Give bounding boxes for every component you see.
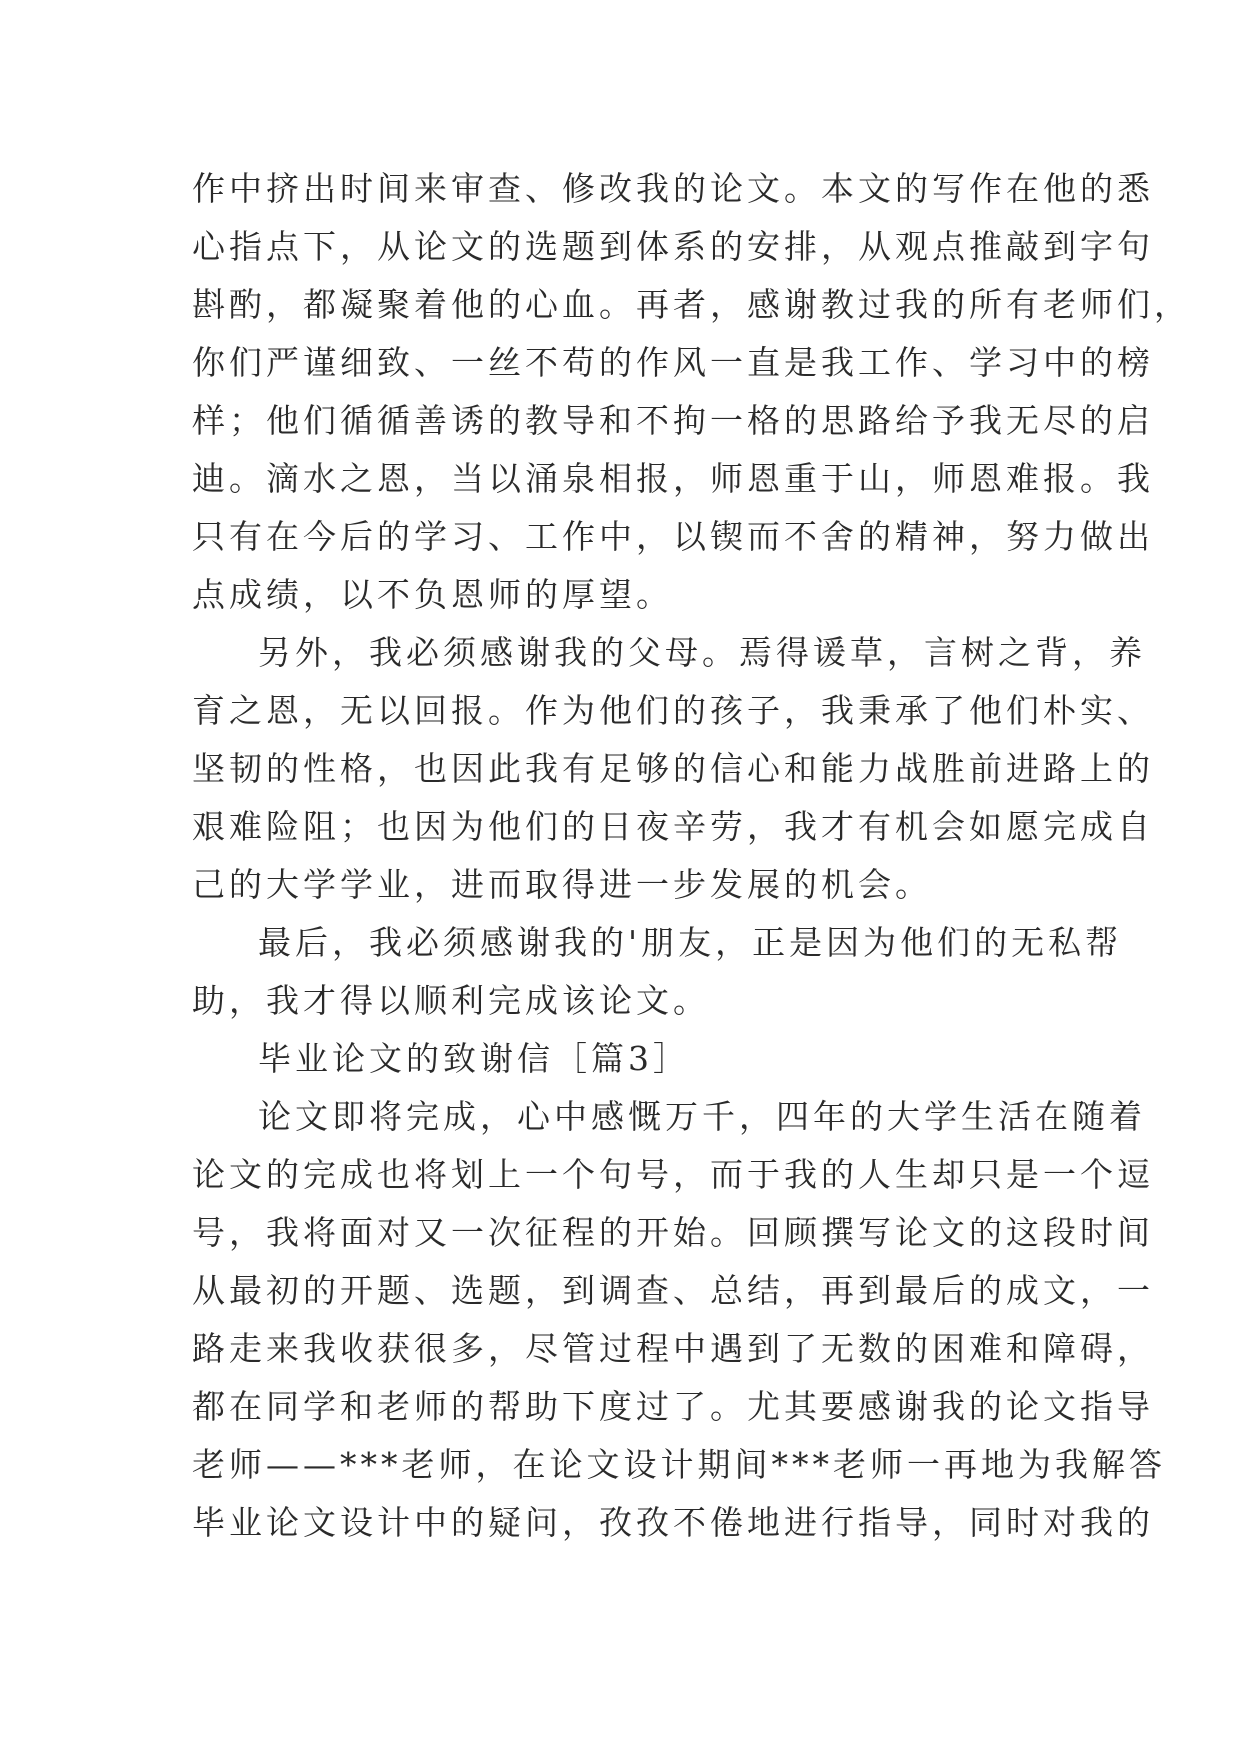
text-line: 作中挤出时间来审查、修改我的论文。本文的写作在他的悉 [192, 169, 1154, 208]
text-line: 斟酌，都凝聚着他的心血。再者，感谢教过我的所有老师们， [192, 285, 1191, 324]
text-line: 论文的完成也将划上一个句号，而于我的人生却只是一个逗 [192, 1155, 1154, 1194]
text-line: 论文即将完成，心中感慨万千，四年的大学生活在随着 [258, 1097, 1146, 1136]
text-line: 只有在今后的学习、工作中，以锲而不舍的精神，努力做出 [192, 517, 1154, 556]
text-line: 样；他们循循善诱的教导和不拘一格的思路给予我无尽的启 [192, 401, 1154, 440]
text-line: 点成绩，以不负恩师的厚望。 [192, 575, 673, 614]
text-line: 助，我才得以顺利完成该论文。 [192, 981, 710, 1020]
text-line: 号，我将面对又一次征程的开始。回顾撰写论文的这段时间 [192, 1213, 1154, 1252]
text-line: 最后，我必须感谢我的'朋友，正是因为他们的无私帮 [258, 923, 1123, 962]
text-line: 从最初的开题、选题，到调查、总结，再到最后的成文，一 [192, 1271, 1154, 1310]
text-line: 迪。滴水之恩，当以涌泉相报，师恩重于山，师恩难报。我 [192, 459, 1154, 498]
document-body [192, 160, 1191, 1552]
text-line: 另外，我必须感谢我的父母。焉得谖草，言树之背，养 [258, 633, 1146, 672]
text-line: 艰难险阻；也因为他们的日夜辛劳，我才有机会如愿完成自 [192, 807, 1154, 846]
text-line: 心指点下，从论文的选题到体系的安排，从观点推敲到字句 [192, 227, 1154, 266]
text-line: 毕业论文的致谢信［篇3］ [258, 1039, 690, 1078]
text-line: 坚韧的性格，也因此我有足够的信心和能力战胜前进路上的 [192, 749, 1154, 788]
text-line: 毕业论文设计中的疑问，孜孜不倦地进行指导，同时对我的 [192, 1503, 1154, 1542]
text-line: 路走来我收获很多，尽管过程中遇到了无数的困难和障碍， [192, 1329, 1154, 1368]
text-line: 你们严谨细致、一丝不苟的作风一直是我工作、学习中的榜 [192, 343, 1154, 382]
text-line: 老师——***老师，在论文设计期间***老师一再地为我解答 [192, 1445, 1166, 1484]
text-line: 都在同学和老师的帮助下度过了。尤其要感谢我的论文指导 [192, 1387, 1154, 1426]
text-line: 己的大学学业，进而取得进一步发展的机会。 [192, 865, 932, 904]
text-line: 育之恩，无以回报。作为他们的孩子，我秉承了他们朴实、 [192, 691, 1154, 730]
